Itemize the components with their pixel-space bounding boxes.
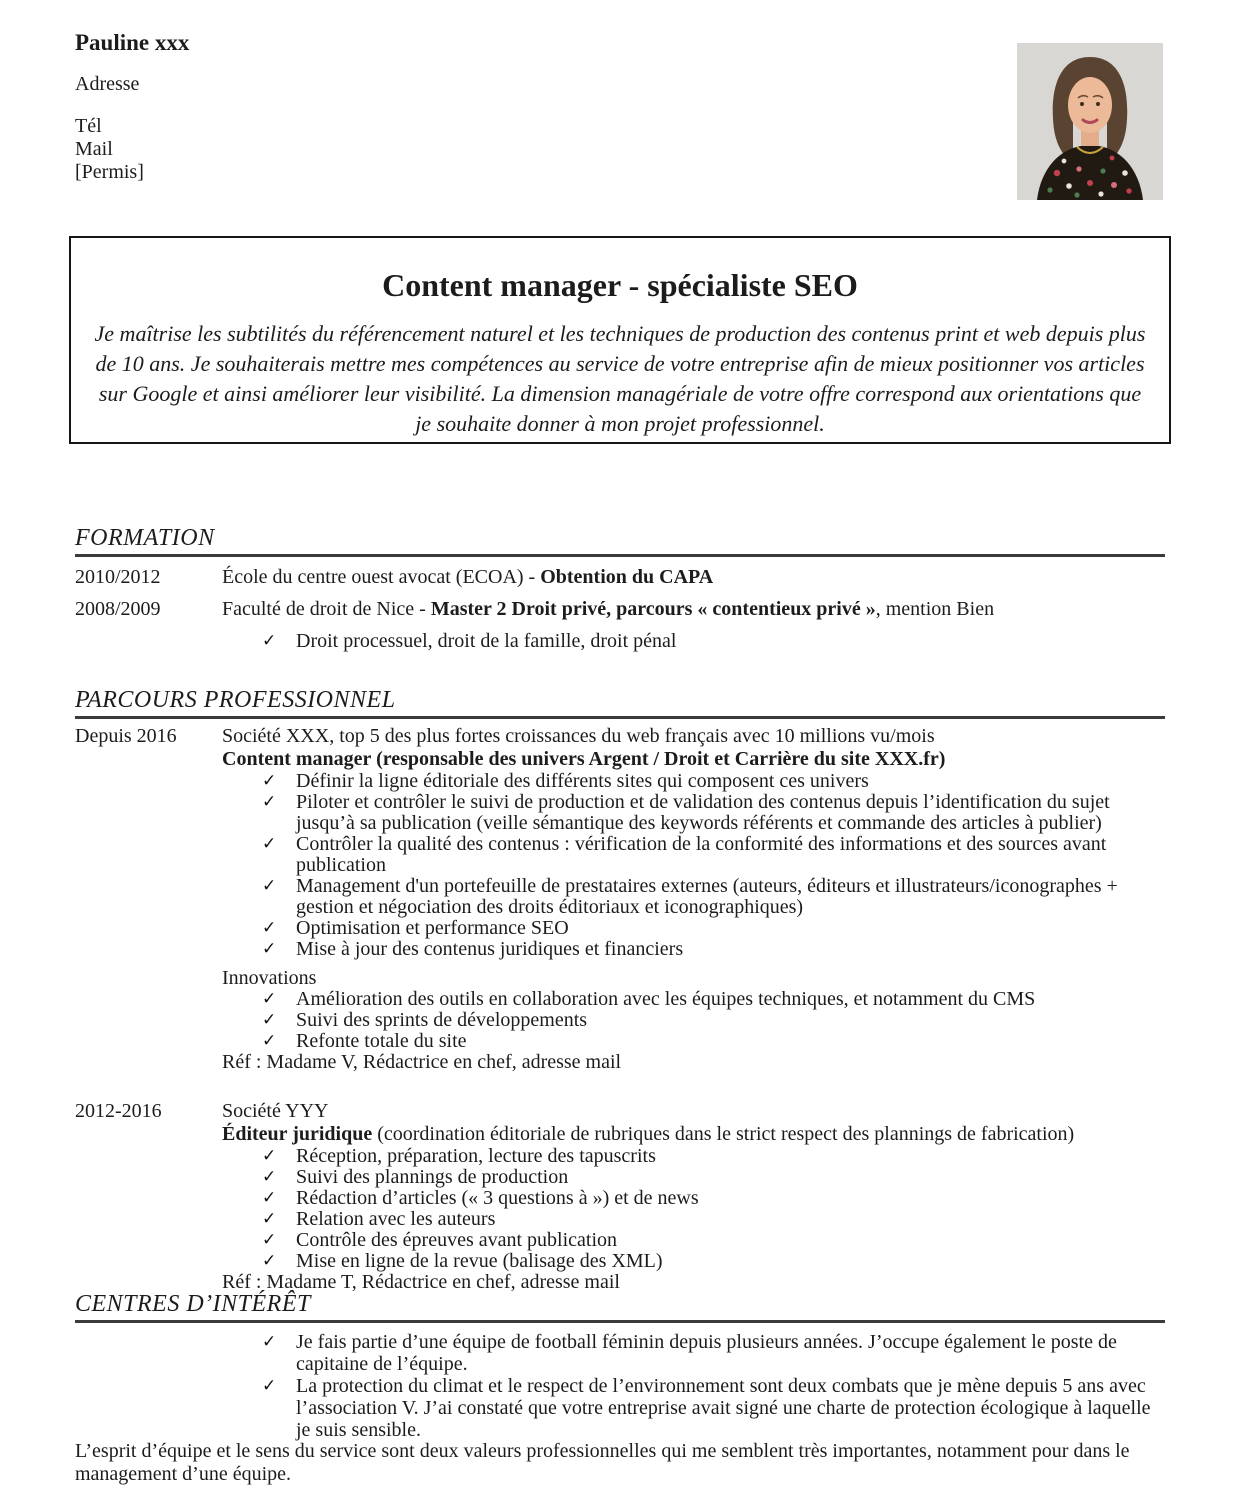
mail-label: Mail <box>75 138 113 160</box>
list-item <box>262 771 1165 792</box>
job-date: Depuis 2016 <box>75 725 177 747</box>
check-icon: ✓ <box>262 876 277 896</box>
check-icon: ✓ <box>262 834 277 854</box>
formation-section <box>75 524 1165 653</box>
list-item <box>262 1031 1165 1052</box>
bullet-text: Je fais partie d’une équipe de football féminin depuis plusieurs années. J’occupe également le poste de capitaine de l’équipe. <box>296 1331 1117 1375</box>
bullet-text: Suivi des plannings de production <box>296 1166 569 1188</box>
parcours-section <box>75 686 1165 1073</box>
header <box>75 30 775 184</box>
check-icon: ✓ <box>262 1230 277 1250</box>
check-icon: ✓ <box>262 1010 277 1030</box>
heading-rule <box>75 716 1165 719</box>
entry-date: 2008/2009 <box>75 598 161 620</box>
entry-text <box>222 597 1165 621</box>
job-role <box>222 748 1165 771</box>
interets-heading: CENTRES D’INTÉRÊT <box>75 1291 311 1317</box>
list-item <box>262 918 1165 939</box>
entry-text-pre: Faculté de droit de Nice - <box>222 598 431 620</box>
job-bullet-list <box>222 1146 1165 1272</box>
formation-bullets <box>75 629 1165 653</box>
job-body <box>222 725 1165 1073</box>
bullet-text: Rédaction d’articles (« 3 questions à ») et de news <box>296 1187 699 1209</box>
bullet-text: Piloter et contrôler le suivi de production et de validation des contenus depuis l’identification du sujet jusqu’à sa publication (veille sémantique des keywords référents et commande des articles à publier) <box>296 791 1110 834</box>
check-icon: ✓ <box>262 1031 277 1051</box>
permit-label: [Permis] <box>75 161 144 183</box>
list-item <box>262 1230 1165 1251</box>
parcours-heading: PARCOURS PROFESSIONNEL <box>75 687 396 713</box>
job-reference: Réf : Madame V, Rédactrice en chef, adresse mail <box>222 1051 622 1073</box>
job-company: Société YYY <box>222 1100 329 1122</box>
check-icon: ✓ <box>262 918 277 938</box>
job-date: 2012-2016 <box>75 1100 162 1122</box>
list-item <box>262 876 1165 918</box>
check-icon: ✓ <box>262 939 277 959</box>
phone-label: Tél <box>75 115 102 137</box>
closing-paragraph: L’esprit d’équipe et le sens du service sont deux valeurs professionnelles qui me semblent très importantes, notamment pour dans le management d’une équipe. <box>75 1440 1130 1485</box>
list-item <box>262 1188 1165 1209</box>
bullet-text: Refonte totale du site <box>296 1030 467 1052</box>
interets-bullet-list <box>75 1331 1165 1441</box>
bullet-text: Définir la ligne éditoriale des différents sites qui composent ces univers <box>296 770 869 792</box>
job-entry-2012 <box>75 1100 1165 1293</box>
check-icon: ✓ <box>262 1376 277 1396</box>
job-role-rest: (coordination éditoriale de rubriques dans le strict respect des plannings de fabrication) <box>372 1123 1075 1145</box>
bullet-text: Optimisation et performance SEO <box>296 917 569 939</box>
bullet-text: Réception, préparation, lecture des tapuscrits <box>296 1145 656 1167</box>
check-icon: ✓ <box>262 1332 277 1352</box>
heading-rule <box>75 1320 1165 1323</box>
list-item <box>262 1375 1165 1441</box>
check-icon: ✓ <box>262 1251 277 1271</box>
bullet-text: La protection du climat et le respect de l’environnement sont deux combats que je mène depuis 5 ans avec l’association V. J’ai constaté que votre entreprise avait signé une charte de protection écologique à laquelle je suis sensible. <box>296 1375 1151 1441</box>
bullet-text: Management d'un portefeuille de prestataires externes (auteurs, éditeurs et illustrateurs/iconographes + gestion et négociation des droits éditoriaux et iconographiques) <box>296 875 1118 918</box>
check-icon: ✓ <box>262 631 277 651</box>
entry-text-pre: École du centre ouest avocat (ECOA) - <box>222 566 541 588</box>
job-subheading: Innovations <box>222 967 317 989</box>
job-bullet-list <box>222 771 1165 960</box>
check-icon: ✓ <box>262 1188 277 1208</box>
list-item <box>262 939 1165 960</box>
bullet-text: Relation avec les auteurs <box>296 1208 496 1230</box>
job-role <box>222 1123 1165 1146</box>
formation-entry <box>75 597 1165 621</box>
check-icon: ✓ <box>262 989 277 1009</box>
list-item <box>262 1167 1165 1188</box>
list-item <box>262 629 1165 653</box>
list-item <box>262 989 1165 1010</box>
job-sub-bullet-list <box>222 989 1165 1052</box>
check-icon: ✓ <box>262 1209 277 1229</box>
list-item <box>262 1251 1165 1272</box>
entry-text-post: , mention Bien <box>875 598 995 620</box>
bullet-text: Suivi des sprints de développements <box>296 1009 588 1031</box>
list-item <box>262 1209 1165 1230</box>
bullet-text: Mise en ligne de la revue (balisage des XML) <box>296 1250 663 1272</box>
entry-date: 2010/2012 <box>75 566 161 588</box>
title-box <box>69 236 1171 444</box>
job-reference: Réf : Madame T, Rédactrice en chef, adresse mail <box>222 1271 620 1293</box>
cv-title: Content manager - spécialiste SEO <box>382 267 858 303</box>
check-icon: ✓ <box>262 1167 277 1187</box>
heading-rule <box>75 554 1165 557</box>
profile-pitch: Je maîtrise les subtilités du référencement naturel et les techniques de production des contenus print et web depuis plus de 10 ans. Je souhaiterais mettre mes compétences au service de votre entreprise afin de mieux positionner vos articles sur Google et ainsi améliorer leur visibilité. La dimension managériale de votre offre correspond aux orientations que je souhaite donner à mon projet professionnel. <box>94 321 1146 436</box>
bullet-text: Droit processuel, droit de la famille, droit pénal <box>296 630 677 652</box>
formation-entry <box>75 565 1165 589</box>
address-label: Adresse <box>75 73 140 95</box>
job-role-bold: Content manager (responsable des univers Argent / Droit et Carrière du site XXX.fr) <box>222 748 946 770</box>
list-item <box>262 834 1165 876</box>
bullet-text: Contrôler la qualité des contenus : vérification de la conformité des informations et des sources avant publication <box>296 833 1107 876</box>
bullet-text: Contrôle des épreuves avant publication <box>296 1229 618 1251</box>
bullet-text: Amélioration des outils en collaboration avec les équipes techniques, et notamment du CMS <box>296 988 1036 1010</box>
check-icon: ✓ <box>262 1146 277 1166</box>
job-role-bold: Éditeur juridique <box>222 1123 373 1145</box>
person-name: Pauline xxx <box>75 30 190 55</box>
bullet-text: Mise à jour des contenus juridiques et financiers <box>296 938 684 960</box>
list-item <box>262 1146 1165 1167</box>
portrait-illustration <box>1017 43 1163 200</box>
entry-text-bold: Obtention du CAPA <box>540 566 714 588</box>
entry-text <box>222 565 1165 589</box>
list-item <box>262 1331 1165 1375</box>
job-company: Société XXX, top 5 des plus fortes croissances du web français avec 10 millions vu/mois <box>222 725 935 747</box>
check-icon: ✓ <box>262 792 277 812</box>
list-item <box>262 792 1165 834</box>
check-icon: ✓ <box>262 771 277 791</box>
formation-heading: FORMATION <box>75 525 215 551</box>
job-body <box>222 1100 1165 1293</box>
list-item <box>262 1010 1165 1031</box>
profile-photo <box>1017 43 1163 200</box>
entry-text-bold: Master 2 Droit privé, parcours « contentieux privé » <box>430 598 876 620</box>
interets-section <box>75 1290 1165 1441</box>
job-entry-2016 <box>75 725 1165 1073</box>
